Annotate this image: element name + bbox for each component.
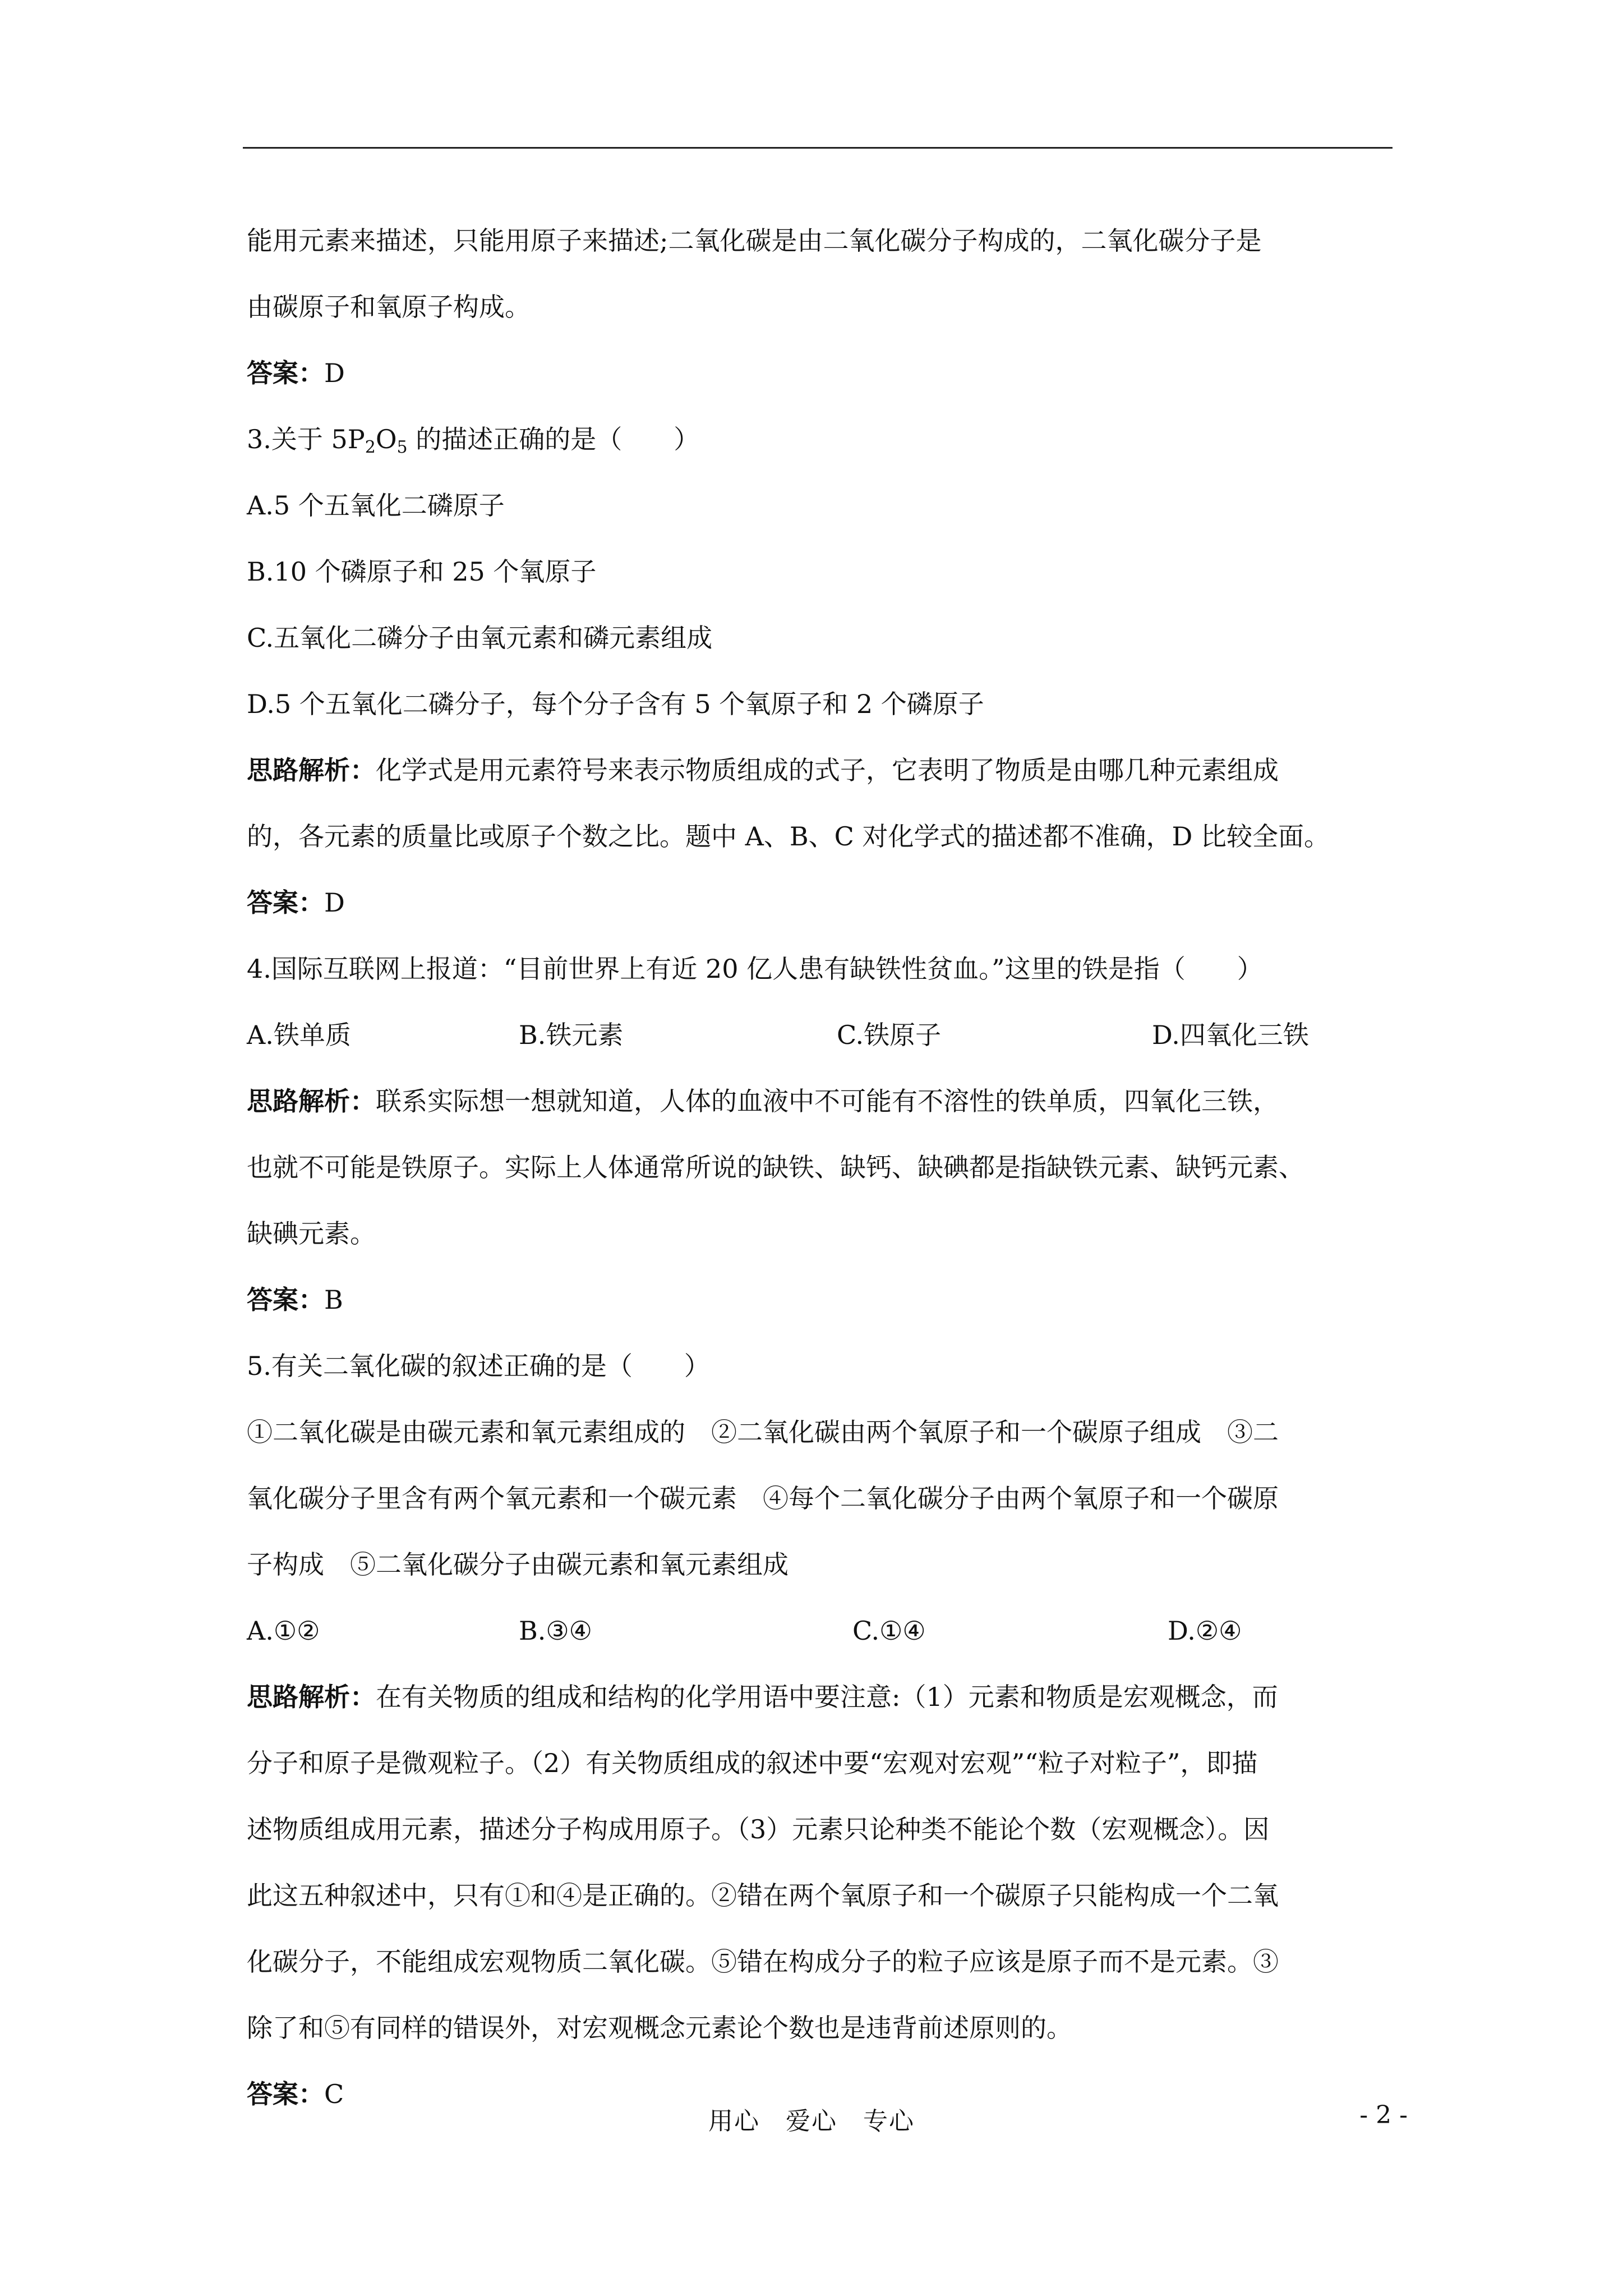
- subscript: 2: [365, 438, 376, 457]
- analysis-text: 在有关物质的组成和结构的化学用语中要注意:（1）元素和物质是宏观概念，而: [376, 1682, 1278, 1712]
- answer-label: 答案：: [247, 1285, 324, 1315]
- page-content: [247, 208, 1396, 2127]
- option-a: A.①②: [247, 1616, 320, 1646]
- question-text: 的描述正确的是（ ）: [407, 424, 700, 454]
- option-d: D.②④: [1168, 1616, 1242, 1646]
- analysis-label: 思路解析：: [247, 1086, 376, 1116]
- options-row: [247, 1002, 1396, 1068]
- options-row: [247, 1598, 1396, 1664]
- option-d: D.四氧化三铁: [1152, 1020, 1309, 1050]
- question-3: [247, 406, 1396, 472]
- text-line: 能用元素来描述，只能用原子来描述;二氧化碳是由二氧化碳分子构成的，二氧化碳分子是: [247, 226, 1262, 256]
- analysis-line: 分子和原子是微观粒子。（2）有关物质组成的叙述中要“宏观对宏观”“粒子对粒子”，即描: [247, 1748, 1258, 1778]
- option-b: B.③④: [519, 1616, 592, 1646]
- subscript: 5: [396, 438, 408, 457]
- answer-value: D: [324, 358, 345, 388]
- question-5: 5.有关二氧化碳的叙述正确的是（ ）: [247, 1351, 710, 1381]
- page-number: - 2 -: [1359, 2101, 1408, 2129]
- answer-line: [247, 1267, 1396, 1333]
- header-rule: [243, 147, 1393, 149]
- option-c: C.铁原子: [837, 1020, 942, 1050]
- option-d: D.5 个五氧化二磷分子，每个分子含有 5 个氧原子和 2 个磷原子: [247, 689, 984, 719]
- statement-line: 氧化碳分子里含有两个氧元素和一个碳元素 ④每个二氧化碳分子由两个氧原子和一个碳原: [247, 1483, 1279, 1513]
- question-text: O: [375, 424, 397, 454]
- answer-label: 答案：: [247, 887, 324, 918]
- text-line: 由碳原子和氧原子构成。: [247, 292, 531, 322]
- analysis-label: 思路解析：: [247, 1682, 376, 1712]
- option-a: A.铁单质: [247, 1020, 351, 1050]
- answer-label: 答案：: [247, 2079, 324, 2109]
- analysis-line: 化碳分子，不能组成宏观物质二氧化碳。⑤错在构成分子的粒子应该是原子而不是元素。③: [247, 1947, 1279, 1977]
- answer-value: B: [324, 1285, 343, 1315]
- analysis-line: 述物质组成用元素，描述分子构成用原子。（3）元素只论种类不能论个数（宏观概念）。因: [247, 1814, 1270, 1844]
- question-4: 4.国际互联网上报道：“目前世界上有近 20 亿人患有缺铁性贫血。”这里的铁是指（ ）: [247, 954, 1263, 984]
- statement-line: 子构成 ⑤二氧化碳分子由碳元素和氧元素组成: [247, 1549, 789, 1580]
- answer-label: 答案：: [247, 358, 324, 388]
- analysis-line: 除了和⑤有同样的错误外，对宏观概念元素论个数也是违背前述原则的。: [247, 2013, 1072, 2043]
- analysis-line: [247, 1664, 1396, 1730]
- option-b: B.铁元素: [519, 1020, 624, 1050]
- analysis-label: 思路解析：: [247, 755, 376, 785]
- footer-slogan: 用心 爱心 专心: [708, 2107, 915, 2136]
- question-text: 3.关于 5P: [247, 424, 365, 454]
- answer-value: C: [324, 2079, 344, 2109]
- answer-line: [247, 869, 1396, 936]
- analysis-line: 缺碘元素。: [247, 1218, 376, 1249]
- option-c: C.五氧化二磷分子由氧元素和磷元素组成: [247, 623, 713, 653]
- analysis-text: 联系实际想一想就知道，人体的血液中不可能有不溶性的铁单质，四氧化三铁，: [376, 1086, 1279, 1116]
- answer-value: D: [324, 887, 345, 918]
- analysis-text: 化学式是用元素符号来表示物质组成的式子，它表明了物质是由哪几种元素组成: [376, 755, 1279, 785]
- option-a: A.5 个五氧化二磷原子: [247, 490, 505, 521]
- analysis-line: [247, 737, 1396, 803]
- option-b: B.10 个磷原子和 25 个氧原子: [247, 556, 597, 587]
- statement-line: ①二氧化碳是由碳元素和氧元素组成的 ②二氧化碳由两个氧原子和一个碳原子组成 ③二: [247, 1417, 1279, 1447]
- analysis-line: [247, 1068, 1396, 1134]
- analysis-line: 的，各元素的质量比或原子个数之比。题中 A、B、C 对化学式的描述都不准确，D 比较全面。: [247, 821, 1330, 852]
- analysis-line: 此这五种叙述中，只有①和④是正确的。②错在两个氧原子和一个碳原子只能构成一个二氧: [247, 1880, 1279, 1911]
- option-c: C.①④: [852, 1616, 926, 1646]
- analysis-line: 也就不可能是铁原子。实际上人体通常所说的缺铁、缺钙、缺碘都是指缺铁元素、缺钙元素、: [247, 1152, 1304, 1182]
- answer-line: [247, 340, 1396, 406]
